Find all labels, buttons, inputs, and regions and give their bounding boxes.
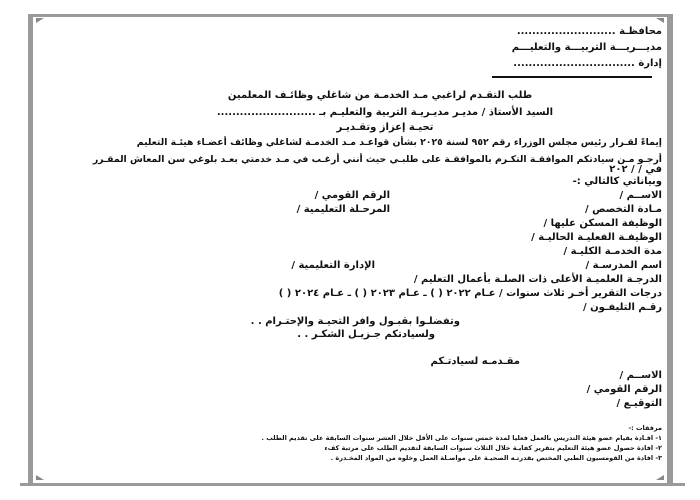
page-frame-top (28, 14, 673, 17)
attachment-item: ٢- افادة حصول عضو هيئة التعليم بتقرير كفايـة خلال الثلاث سنوات السابقة لتقديم الطلب على مرتبة كفء (324, 444, 662, 452)
field-phone: رقـم التليفـون / (582, 302, 662, 313)
field-national-id: الرقم القومي / (314, 190, 390, 201)
date-line: في / / ٢٠٢ (609, 164, 662, 175)
field-reports: درجات التقرير أخـر ثلاث سنوات / عـام ٢٠٢٢ ( ) ـ عـام ٢٠٢٣ ( ) ـ عـام ٢٠٢٤ ( ) (278, 288, 662, 299)
greeting: تحيـة إعزاز وتقـديـر (336, 122, 434, 133)
attachment-item: ٣- افادة من القومسيون الطبي المختص بقدرتـه الصحيـة على مواصـلة العمل وخلوه من المواد المخـدرة . (330, 454, 662, 462)
page-frame-bottom (20, 483, 685, 486)
header-divider (492, 76, 652, 78)
signature-field: التوقيـع / (616, 398, 662, 409)
header-administration: إدارة ................................ (513, 58, 662, 69)
field-edu-admin: الإدارة التعليمية / (291, 260, 375, 271)
attachment-item: ١- افـادة بقيام عضو هيئة التدريس بالعمل فعليا لمدة خمس سنوات على الأقل خلال العشر سنوات السابقة على تقديم الطلب . (261, 434, 662, 442)
field-stage: المرحـلة التعليمية / (296, 204, 390, 215)
signature-national-id: الرقم القومي / (586, 384, 662, 395)
header-directorate: مديـــريـــة التربيـــة والتعليـــم (511, 42, 662, 53)
corner-mark (36, 475, 44, 480)
page-frame-left (28, 14, 33, 484)
field-specialization: مـادة التخصص / (585, 204, 662, 215)
field-total-service: مدة الخدمـة الكليـة / (563, 246, 662, 257)
corner-mark (36, 18, 44, 23)
submitted-by: مقـدمـه لسيادتـكم (430, 356, 520, 367)
page-frame-right (667, 14, 673, 484)
field-degree: الدرجـة العلميـة الأعلى ذات الصلـة بأعمال التعليم / (413, 274, 662, 285)
body-line-2: أرجـو مـن سيادتكم الموافقـة التكـرم بالموافقـة على طلبـي حيث أنني أرغـب في مـد خدمتي بعـد بلوغي سن المعاش المقـرر (92, 154, 662, 165)
corner-mark (656, 18, 664, 23)
addressee: السيد الأستاذ / مديـر مديـريـة التربية والتعليـم بـ .......................... (216, 107, 554, 118)
attachments-heading: مرفقات :- (628, 424, 662, 432)
body-line-1: إيماءً لقـرار رئيس مجلس الوزراء رقم ٩٥٢ لسنة ٢٠٢٥ بشأن قواعـد مـد الخدمـة لشاغلي وظائف أعضـاء هيئـة التعليم (136, 137, 662, 148)
field-actual-job: الوظيفـة الفعليـة الحاليـة / (531, 232, 662, 243)
closing-line-1: وتفضلـوا بقبـول وافر التحيـة والإحتـرام . . (250, 316, 460, 327)
data-intro: وبياناتي كالتالي :- (572, 176, 662, 187)
corner-mark (656, 475, 664, 480)
header-governorate: محافظـة .......................... (516, 26, 662, 37)
field-school: اسم المدرسـة / (585, 260, 662, 271)
document-title: طلب التقـدم لراغبي مـد الخدمـة من شاغلي وظائـف المعلمين (227, 90, 533, 101)
closing-line-2: ولسيادتكم جـزيـل الشكـر . . (297, 329, 435, 340)
signature-name: الاســم / (619, 370, 662, 381)
field-assigned-job: الوظيفة المسكن عليها / (543, 218, 662, 229)
field-name: الاســم / (619, 190, 662, 201)
